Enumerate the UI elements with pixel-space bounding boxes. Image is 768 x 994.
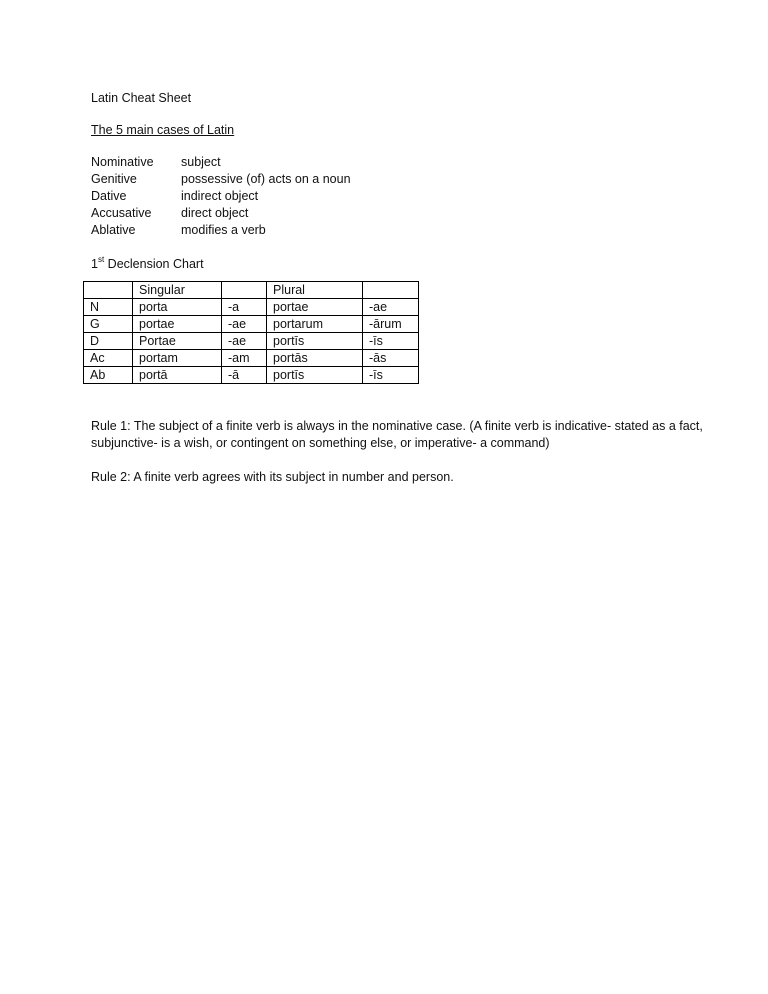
- cases-heading: The 5 main cases of Latin: [91, 123, 235, 137]
- table-cell: Portae: [133, 333, 222, 350]
- case-name: Accusative: [91, 206, 152, 220]
- table-cell: -ae: [222, 316, 267, 333]
- declension-table: [83, 281, 419, 384]
- table-row: [84, 316, 419, 333]
- table-header-cell: [84, 282, 133, 299]
- table-cell: N: [84, 299, 133, 316]
- table-row: [84, 367, 419, 384]
- table-cell: -īs: [363, 367, 419, 384]
- table-row: [84, 299, 419, 316]
- table-row: [84, 333, 419, 350]
- table-header-cell: [363, 282, 419, 299]
- document-title: Latin Cheat Sheet: [91, 91, 192, 105]
- table-cell: Ac: [84, 350, 133, 367]
- case-use: indirect object: [181, 189, 259, 203]
- case-name: Genitive: [91, 172, 137, 186]
- case-use: direct object: [181, 206, 249, 220]
- chart-title-text: Declension Chart: [104, 257, 204, 271]
- case-name: Dative: [91, 189, 127, 203]
- case-row: [91, 222, 711, 239]
- case-row: [91, 154, 711, 171]
- table-cell: -ārum: [363, 316, 419, 333]
- table-cell: -ae: [222, 333, 267, 350]
- case-use: possessive (of) acts on a noun: [181, 172, 351, 186]
- rule-1-text: Rule 1: The subject of a finite verb is always in the nominative case. (A finite verb is indicative- stated as a fact, subjunctive- is a wish, or contingent on something else, or imperative- a command): [91, 419, 703, 450]
- table-header-cell: Plural: [267, 282, 363, 299]
- table-cell: -ae: [363, 299, 419, 316]
- table-cell: -a: [222, 299, 267, 316]
- table-cell: portā: [133, 367, 222, 384]
- table-header-cell: [222, 282, 267, 299]
- table-cell: portae: [133, 316, 222, 333]
- case-use: subject: [181, 155, 221, 169]
- table-cell: -ā: [222, 367, 267, 384]
- document-page: [91, 90, 711, 486]
- cases-list: [91, 154, 711, 239]
- table-cell: -īs: [363, 333, 419, 350]
- table-row: [84, 350, 419, 367]
- table-cell: portās: [267, 350, 363, 367]
- chart-title-number: 1: [91, 257, 98, 271]
- case-name: Ablative: [91, 223, 136, 237]
- case-row: [91, 188, 711, 205]
- table-header-row: [84, 282, 419, 299]
- table-cell: porta: [133, 299, 222, 316]
- table-cell: portīs: [267, 333, 363, 350]
- table-cell: G: [84, 316, 133, 333]
- table-cell: Ab: [84, 367, 133, 384]
- case-name: Nominative: [91, 155, 154, 169]
- table-cell: portarum: [267, 316, 363, 333]
- table-cell: -ās: [363, 350, 419, 367]
- declension-chart-title: [91, 256, 711, 272]
- table-header-cell: Singular: [133, 282, 222, 299]
- case-row: [91, 171, 711, 188]
- table-cell: portae: [267, 299, 363, 316]
- case-use: modifies a verb: [181, 223, 266, 237]
- chart-title-superscript: st: [97, 255, 105, 264]
- table-cell: portam: [133, 350, 222, 367]
- rule-2-text: Rule 2: A finite verb agrees with its subject in number and person.: [91, 470, 454, 484]
- case-row: [91, 205, 711, 222]
- table-cell: portīs: [267, 367, 363, 384]
- table-cell: D: [84, 333, 133, 350]
- table-cell: -am: [222, 350, 267, 367]
